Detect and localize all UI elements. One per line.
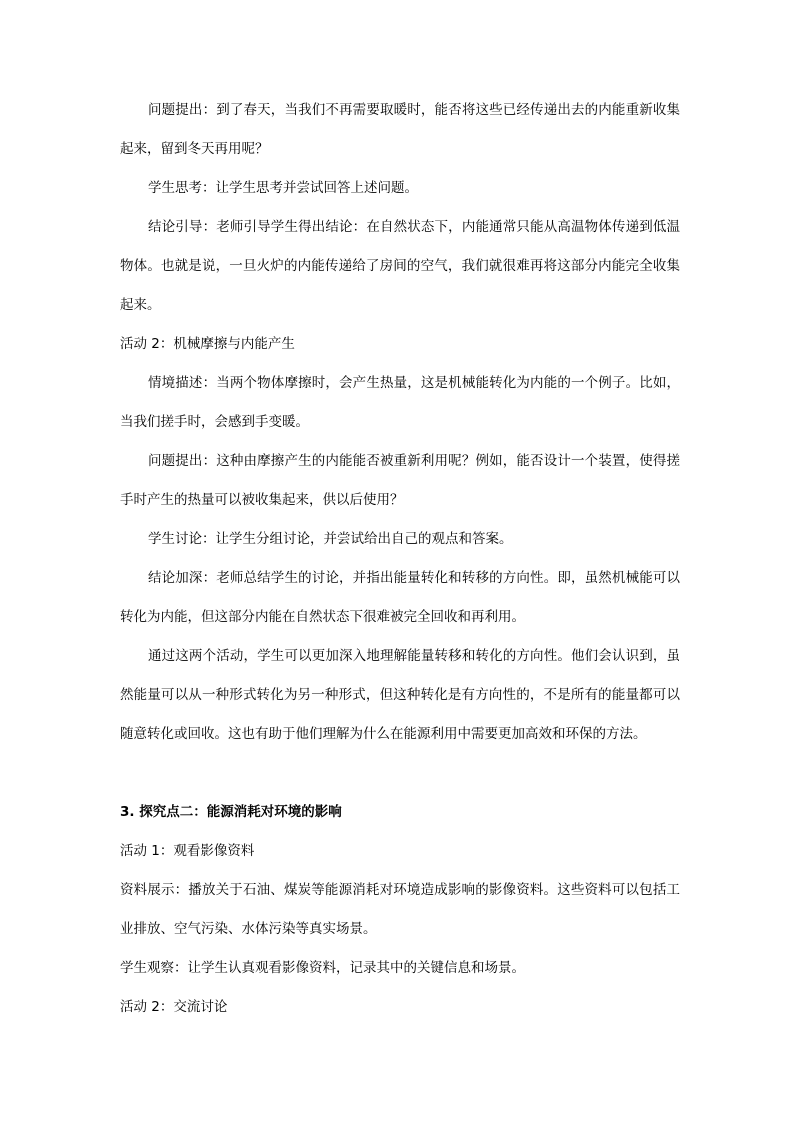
paragraph-material-display: 资料展示：播放关于石油、煤炭等能源消耗对环境造成影响的影像资料。这些资料可以包括工业排放、空气污染、水体污染等真实场景。 [120, 882, 680, 937]
paragraph-conclusion-deepen: 结论加深：老师总结学生的讨论，并指出能量转化和转移的方向性。即，虽然机械能可以转化为内能，但这部分内能在自然状态下很难被完全回收和再利用。 [120, 570, 680, 625]
heading-activity-1-video: 活动 1：观看影像资料 [120, 843, 255, 859]
heading-activity-2-friction: 活动 2：机械摩擦与内能产生 [120, 336, 295, 352]
heading-activity-2-discussion: 活动 2：交流讨论 [120, 999, 228, 1015]
paragraph-question-friction: 问题提出：这种由摩擦产生的内能能否被重新利用呢？例如，能否设计一个装置，使得搓手时产生的热量可以被收集起来，供以后使用？ [120, 453, 680, 508]
paragraph-student-discussion: 学生讨论：让学生分组讨论，并尝试给出自己的观点和答案。 [148, 531, 513, 547]
paragraph-question-spring: 问题提出：到了春天，当我们不再需要取暖时，能否将这些已经传递出去的内能重新收集起来，留到冬天再用呢？ [120, 102, 680, 157]
paragraph-student-thinking: 学生思考：让学生思考并尝试回答上述问题。 [148, 180, 418, 196]
paragraph-student-observation: 学生观察：让学生认真观看影像资料，记录其中的关键信息和场景。 [120, 960, 525, 976]
paragraph-situation-description: 情境描述：当两个物体摩擦时，会产生热量，这是机械能转化为内能的一个例子。比如，当我们搓手时，会感到手变暖。 [120, 375, 680, 430]
paragraph-conclusion-guide: 结论引导：老师引导学生得出结论：在自然状态下，内能通常只能从高温物体传递到低温物体。也就是说，一旦火炉的内能传递给了房间的空气，我们就很难再将这部分内能完全收集起来。 [120, 219, 680, 313]
heading-explore-point-2: 3. 探究点二：能源消耗对环境的影响 [120, 804, 342, 820]
paragraph-summary: 通过这两个活动，学生可以更加深入地理解能量转移和转化的方向性。他们会认识到，虽然能量可以从一种形式转化为另一种形式，但这种转化是有方向性的，不是所有的能量都可以随意转化或回收。这也有助于他们理解为什么在能源利用中需要更加高效和环保的方法。 [120, 648, 680, 742]
